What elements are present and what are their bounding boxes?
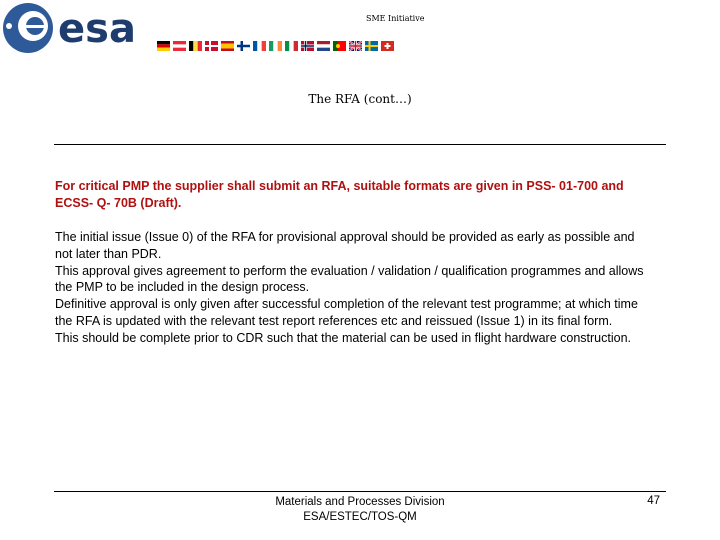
- austria-flag: [173, 41, 186, 51]
- paragraph-initial-issue: The initial issue (Issue 0) of the RFA for provisional approval should be provided as early as possible and not later than PDR.: [55, 230, 635, 261]
- esa-logo: [0, 0, 160, 56]
- page-number: 47: [647, 495, 660, 507]
- footer: [230, 495, 490, 525]
- switzerland-flag: [381, 41, 394, 51]
- germany-flag: [157, 41, 170, 51]
- initiative-label: SME Initiative: [366, 14, 425, 23]
- norway-flag: [301, 41, 314, 51]
- footer-divider: [54, 491, 666, 492]
- paragraph-definitive-approval: Definitive approval is only given after successful completion of the relevant test programme; at which time the RFA is updated with the relevant test report references etc and reissued (Issue 1) in its final form.: [55, 297, 638, 328]
- header-divider: [54, 144, 666, 145]
- france-flag: [253, 41, 266, 51]
- paragraph-approval: This approval gives agreement to perform the evaluation / validation / qualification programmes and allows the PMP to be included in the design process.: [55, 263, 644, 295]
- logo-text: esa: [58, 6, 136, 52]
- footer-division: Materials and Processes Division: [275, 496, 445, 508]
- lead-statement: For critical PMP the supplier shall submit an RFA, suitable formats are given in PSS- 01-700 and ECSS- Q- 70B (Draft).: [55, 179, 624, 210]
- ireland-flag: [269, 41, 282, 51]
- portugal-flag: [333, 41, 346, 51]
- footer-department: ESA/ESTEC/TOS-QM: [303, 511, 417, 523]
- denmark-flag: [205, 41, 218, 51]
- flag-row: [157, 41, 394, 51]
- italy-flag: [285, 41, 298, 51]
- body-text: [55, 229, 655, 347]
- united-kingdom-flag: [349, 41, 362, 51]
- spain-flag: [221, 41, 234, 51]
- finland-flag: [237, 41, 250, 51]
- belgium-flag: [189, 41, 202, 51]
- sweden-flag: [365, 41, 378, 51]
- paragraph-cdr: This should be complete prior to CDR such that the material can be used in flight hardware construction.: [55, 330, 631, 345]
- slide-title: The RFA (cont…): [308, 92, 412, 106]
- netherlands-flag: [317, 41, 330, 51]
